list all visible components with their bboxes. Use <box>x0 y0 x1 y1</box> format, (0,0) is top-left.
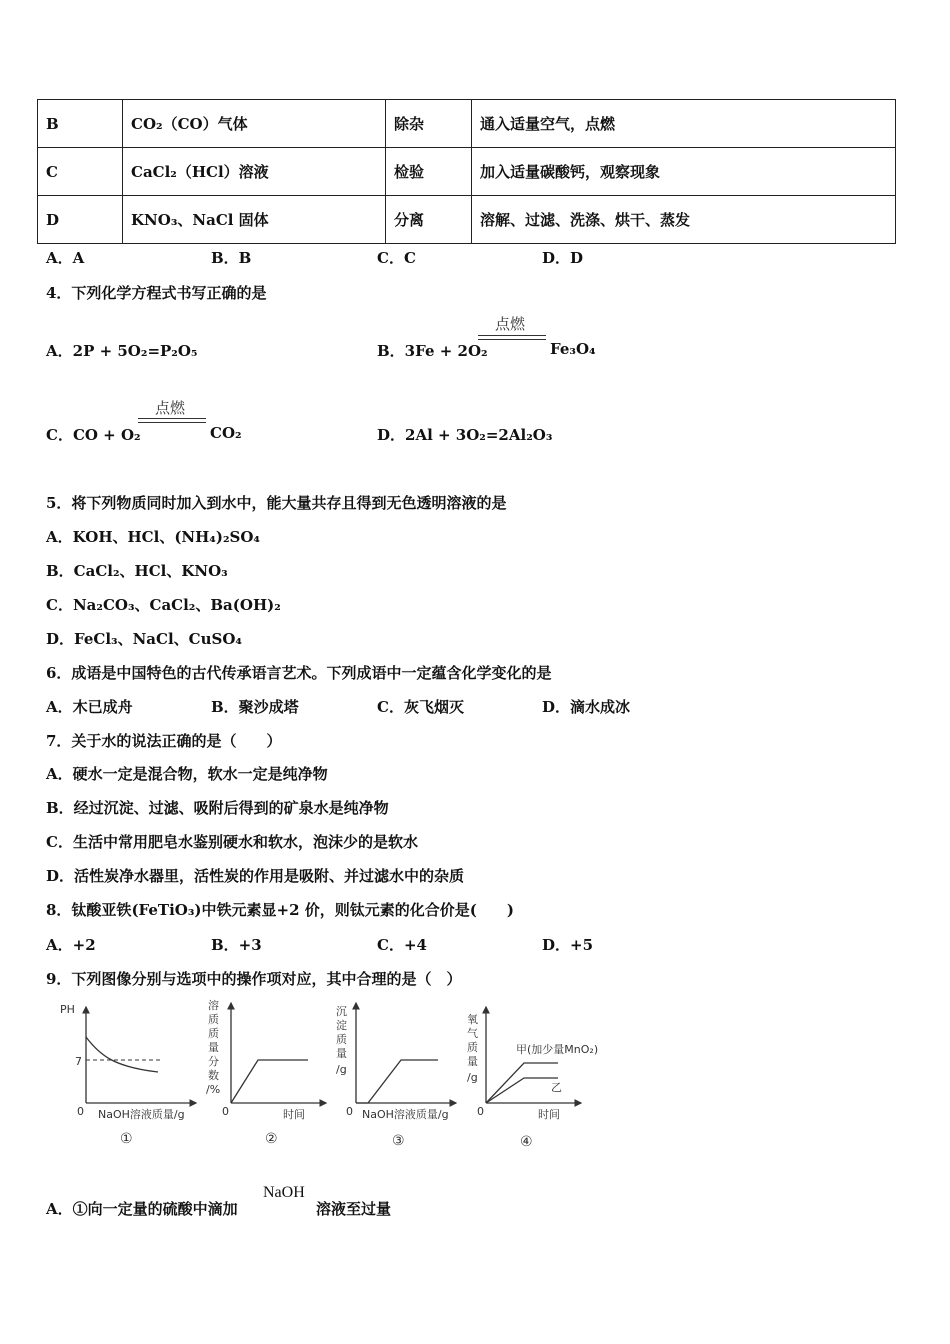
graph-number: ③ <box>392 1133 405 1149</box>
table-row <box>38 148 896 196</box>
q4-option-c-left: C．CO + O₂ <box>46 426 141 444</box>
y-axis-label <box>467 1012 478 1084</box>
series-label-jia: 甲(加少量MnO₂) <box>516 1043 599 1056</box>
origin-label: 0 <box>477 1105 484 1118</box>
q8-option-c: C．+4 <box>377 936 427 954</box>
tick-label: 7 <box>75 1055 82 1068</box>
table-row <box>38 100 896 148</box>
q4-option-a: A．2P + 5O₂=P₂O₅ <box>46 342 198 360</box>
q6-option-c: C．灰飞烟灭 <box>377 698 464 716</box>
svg-text:质: 质 <box>208 1027 219 1040</box>
svg-text:氧: 氧 <box>467 1013 478 1026</box>
q6-option-b: B．聚沙成塔 <box>211 698 299 716</box>
q9-option-a-right: 溶液至过量 <box>316 1200 392 1218</box>
x-axis-label: NaOH溶液质量/g <box>98 1108 185 1121</box>
x-axis-label: NaOH溶液质量/g <box>362 1108 449 1121</box>
row-operation: 检验 <box>386 148 472 196</box>
graph-2 <box>206 998 326 1147</box>
q5-option-c: C．Na₂CO₃、CaCl₂、Ba(OH)₂ <box>46 596 281 614</box>
row-method: 溶解、过滤、洗涤、烘干、蒸发 <box>472 196 896 244</box>
q6-option-a: A．木已成舟 <box>46 698 133 716</box>
svg-text:/g: /g <box>336 1063 347 1076</box>
line-series <box>356 1060 438 1103</box>
row-method: 通入适量空气，点燃 <box>472 100 896 148</box>
q7-option-c: C．生活中常用肥皂水鉴别硬水和软水，泡沫少的是软水 <box>46 833 418 851</box>
svg-text:量: 量 <box>467 1055 478 1068</box>
svg-text:溶: 溶 <box>208 999 219 1012</box>
equation-line <box>478 339 546 340</box>
options-table <box>37 99 896 244</box>
q8-option-a: A．+2 <box>46 936 96 954</box>
x-axis-label: 时间 <box>538 1108 560 1121</box>
origin-label: 0 <box>77 1105 84 1118</box>
graph-number: ④ <box>520 1134 533 1150</box>
q3-option-a: A．A <box>46 249 85 267</box>
q8-option-d: D．+5 <box>542 936 594 954</box>
q9-stem: 9．下列图像分别与选项中的操作项对应，其中合理的是（ ） <box>46 970 462 988</box>
q6-stem: 6．成语是中国特色的古代传承语言艺术。下列成语中一定蕴含化学变化的是 <box>46 664 552 682</box>
q7-stem: 7．关于水的说法正确的是（ ） <box>46 732 282 750</box>
q9-option-a-left: A．①向一定量的硫酸中滴加 <box>46 1200 238 1218</box>
line-series <box>231 1060 308 1103</box>
q4-option-b-condition: 点燃 <box>495 315 526 333</box>
row-label: C <box>38 148 123 196</box>
q3-option-d: D．D <box>542 249 584 267</box>
svg-text:气: 气 <box>467 1027 478 1040</box>
q5-stem: 5．将下列物质同时加入到水中，能大量共存且得到无色透明溶液的是 <box>46 494 507 512</box>
graph-4 <box>467 1007 598 1150</box>
row-item: KNO₃、NaCl 固体 <box>123 196 386 244</box>
svg-text:数: 数 <box>208 1069 219 1082</box>
svg-text:量: 量 <box>336 1047 347 1060</box>
q5-option-d: D．FeCl₃、NaCl、CuSO₄ <box>46 630 242 648</box>
graph-number: ① <box>120 1131 133 1147</box>
q4-option-b-left: B．3Fe + 2O₂ <box>377 342 488 360</box>
equation-line <box>138 418 206 419</box>
q7-option-b: B．经过沉淀、过滤、吸附后得到的矿泉水是纯净物 <box>46 799 389 817</box>
equation-line <box>138 422 206 423</box>
q7-option-d: D．活性炭净水器里，活性炭的作用是吸附、并过滤水中的杂质 <box>46 867 465 885</box>
svg-text:分: 分 <box>208 1055 219 1068</box>
q4-option-c-right: CO₂ <box>210 424 242 442</box>
line-series-jia <box>486 1063 558 1103</box>
x-axis-label: 时间 <box>283 1108 305 1121</box>
q7-option-a: A．硬水一定是混合物，软水一定是纯净物 <box>46 765 328 783</box>
q4-option-d: D．2Al + 3O₂=2Al₂O₃ <box>377 426 553 444</box>
row-label: B <box>38 100 123 148</box>
svg-text:/%: /% <box>206 1083 221 1096</box>
graph-1 <box>60 1003 196 1147</box>
row-item: CaCl₂（HCl）溶液 <box>123 148 386 196</box>
y-axis-label <box>206 998 220 1096</box>
equation-line <box>478 335 546 336</box>
q8-stem: 8．钛酸亚铁(FeTiO₃)中铁元素显+2 价，则钛元素的化合价是( ) <box>46 901 514 919</box>
svg-text:淀: 淀 <box>336 1019 347 1032</box>
row-item: CO₂（CO）气体 <box>123 100 386 148</box>
y-axis-label: PH <box>60 1003 75 1016</box>
q4-stem: 4．下列化学方程式书写正确的是 <box>46 284 267 302</box>
q5-option-b: B．CaCl₂、HCl、KNO₃ <box>46 562 228 580</box>
row-operation: 除杂 <box>386 100 472 148</box>
curve <box>86 1037 158 1072</box>
graph-3 <box>336 1003 456 1149</box>
table-row <box>38 196 896 244</box>
line-series-yi <box>486 1078 558 1103</box>
y-axis-label <box>336 1005 347 1076</box>
row-label: D <box>38 196 123 244</box>
origin-label: 0 <box>222 1105 229 1118</box>
q3-option-c: C．C <box>377 249 416 267</box>
row-operation: 分离 <box>386 196 472 244</box>
svg-text:质: 质 <box>208 1013 219 1026</box>
svg-text:质: 质 <box>467 1041 478 1054</box>
svg-text:沉: 沉 <box>336 1005 347 1018</box>
q4-option-b-right: Fe₃O₄ <box>550 340 596 358</box>
series-label-yi: 乙 <box>551 1081 562 1094</box>
q6-option-d: D．滴水成冰 <box>542 698 631 716</box>
q8-option-b: B．+3 <box>211 936 262 954</box>
q5-option-a: A．KOH、HCl、(NH₄)₂SO₄ <box>46 528 261 546</box>
graph-number: ② <box>265 1131 278 1147</box>
row-method: 加入适量碳酸钙，观察现象 <box>472 148 896 196</box>
q3-option-b: B．B <box>211 249 252 267</box>
q9-option-a-naoh: NaOH <box>263 1184 305 1201</box>
svg-text:质: 质 <box>336 1033 347 1046</box>
q9-graphs-figure <box>46 995 606 1160</box>
svg-text:量: 量 <box>208 1041 219 1054</box>
svg-text:/g: /g <box>467 1071 478 1084</box>
origin-label: 0 <box>346 1105 353 1118</box>
q4-option-c-condition: 点燃 <box>155 399 186 417</box>
